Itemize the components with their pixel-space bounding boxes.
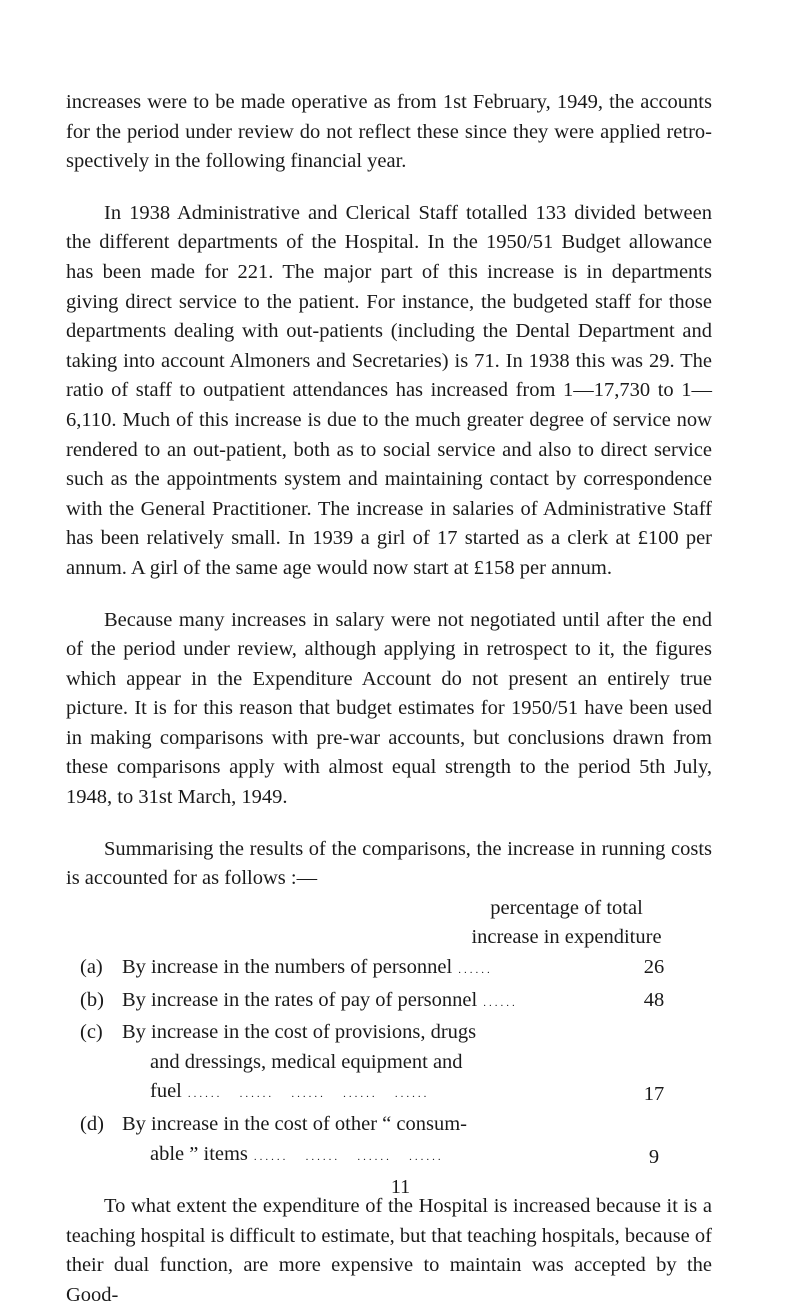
page-number: 11 <box>390 1176 411 1198</box>
column-header-line-1: percentage of total <box>490 896 643 919</box>
item-text: By increase in the numbers of personnel <box>122 956 453 979</box>
paragraph-3: Because many increases in salary were not negotiated until after the end of the period under review, although applying in retrospect to it, the figures which appear in the Expenditure Account do not present an entirely true picture. It is for this reason that budget estimates for 1950/51 have been used in making comparisons with pre-war accounts, but conclusions drawn from these comparisons apply with almost equal strength to the period 5th July, 1948, to 31st March, 1949. <box>66 608 712 809</box>
item-text-continued: able ” items <box>150 1142 248 1165</box>
item-label: (c) <box>80 1021 103 1044</box>
paragraph-2: In 1938 Administrative and Clerical Staff totalled 133 divided between the different departments of the Hospital. In the 1950/51 Budget allowance has been made for 221. The major part of this increase is in departments giving direct service to the patient. For instance, the budgeted staff for those departments dealing with out-patients (including the Dental Department and taking into account Almoners and Secretaries) is 71. In 1938 this was 29. The ratio of staff to outpatient attendances has increased from 1—17,730 to 1—6,110. Much of this increase is due to the much greater degree of service now rendered to an out-patient, both as to social service and also to direct service such as the appointments system and maintaining contact by correspondence with the General Practitioner. The increase in salaries of Administrative Staff has been relatively small. In 1939 a girl of 17 started as a clerk at £100 per annum. A girl of the same age would now start at £158 per annum. <box>66 201 712 579</box>
leader-dots: ...... <box>458 964 493 977</box>
paragraph-1: increases were to be made operative as from 1st February, 1949, the accounts for the period under review do not reflect these since they were applied retrospectively in the following financial year. <box>66 91 712 173</box>
item-percentage: 17 <box>643 1083 665 1106</box>
paragraph-5: To what extent the expenditure of the Hospital is increased because it is a teaching hospital is difficult to estimate, but that teaching hospitals, because of their dual function, are more expensive to maintain was accepted by the Good- <box>66 1195 712 1306</box>
breakdown-list <box>66 953 712 1172</box>
item-label: (d) <box>80 1113 104 1135</box>
paragraph-4: Summarising the results of the comparisons, the increase in running costs is accounted for as follows :— <box>66 837 712 890</box>
leader-dots: ...... ...... ...... ...... ...... <box>187 1088 430 1101</box>
list-item <box>66 1018 712 1110</box>
leader-dots: ...... ...... ...... ...... <box>253 1150 444 1163</box>
item-text-continued: and dressings, medical equipment and <box>150 1050 463 1073</box>
item-text: By increase in the cost of provisions, drugs <box>122 1021 477 1044</box>
leader-dots: ...... <box>483 996 518 1009</box>
item-text: By increase in the rates of pay of personnel <box>122 988 478 1011</box>
item-percentage: 48 <box>643 988 665 1011</box>
column-header-line-2: increase in expenditure <box>471 926 662 949</box>
list-item <box>66 953 712 986</box>
list-item <box>66 986 712 1019</box>
item-percentage: 9 <box>648 1145 660 1168</box>
item-percentage: 26 <box>643 956 665 979</box>
item-text-continued: fuel <box>150 1080 182 1103</box>
list-item <box>66 1110 712 1172</box>
item-label: (a) <box>80 956 103 979</box>
item-text: By increase in the cost of other “ consum- <box>122 1113 467 1135</box>
item-label: (b) <box>80 988 104 1011</box>
document-page <box>66 88 712 1311</box>
column-header <box>421 894 712 953</box>
